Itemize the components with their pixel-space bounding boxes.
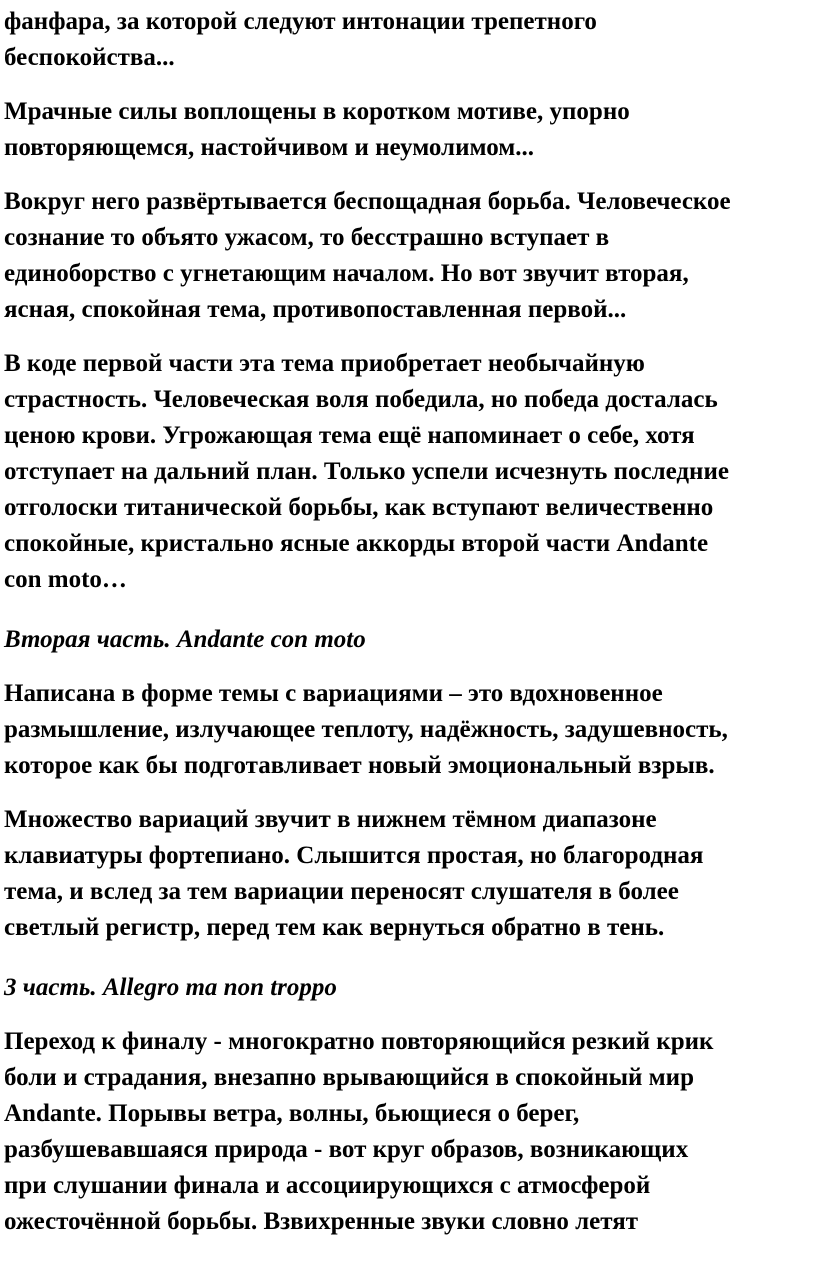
- text-line: повторяющемся, настойчивом и неумолимом...: [4, 134, 534, 161]
- text-line: ожесточённой борьбы. Взвихренные звуки словно летят: [4, 1208, 639, 1235]
- text-line: тема, и вслед за тем вариации переносят слушателя в более: [4, 878, 679, 905]
- text-line: которое как бы подготавливает новый эмоциональный взрыв.: [4, 752, 715, 779]
- text-line: клавиатуры фортепиано. Слышится простая, но благородная: [4, 842, 704, 869]
- section-heading-third-part: 3 часть. Allegro ma non troppo: [4, 974, 337, 1001]
- text-line: отступает на дальний план. Только успели исчезнуть последние: [4, 458, 729, 485]
- paragraph-variations-register: [4, 802, 809, 946]
- text-line: сознание то объято ужасом, то бесстрашно вступает в: [4, 224, 610, 251]
- text-line: светлый регистр, перед тем как вернуться обратно в тень.: [4, 914, 665, 941]
- text-line: отголоски титанической борьбы, как вступают величественно: [4, 494, 714, 521]
- text-line: единоборство с угнетающим началом. Но вот звучит вторая,: [4, 260, 689, 287]
- text-line: страстность. Человеческая воля победила, но победа досталась: [4, 386, 718, 413]
- text-line: разбушевавшаяся природа - вот круг образов, возникающих: [4, 1136, 689, 1163]
- text-line: Написана в форме темы с вариациями – это вдохновенное: [4, 680, 663, 707]
- text-line: Переход к финалу - многократно повторяющийся резкий крик: [4, 1028, 714, 1055]
- paragraph-variations-form: [4, 676, 816, 784]
- text-line: боли и страдания, внезапно врывающийся в спокойный мир: [4, 1064, 694, 1091]
- paragraph-dark-forces: [4, 94, 809, 166]
- text-line: фанфара, за которой следуют интонации трепетного: [4, 8, 597, 35]
- text-line: беспокойства...: [4, 44, 175, 71]
- text-line: Мрачные силы воплощены в коротком мотиве, упорно: [4, 98, 630, 125]
- section-heading-second-part: Вторая часть. Andante con moto: [4, 626, 366, 653]
- text-line: при слушании финала и ассоциирующихся с атмосферой: [4, 1172, 651, 1199]
- text-line: Andante. Порывы ветра, волны, бьющиеся о берег,: [4, 1100, 580, 1127]
- text-line: размышление, излучающее теплоту, надёжность, задушевность,: [4, 716, 728, 743]
- paragraph-coda: [4, 346, 814, 598]
- text-line: В коде первой части эта тема приобретает необычайную: [4, 350, 645, 377]
- text-line: Множество вариаций звучит в нижнем тёмном диапазоне: [4, 806, 657, 833]
- text-line: Вокруг него развёртывается беспощадная борьба. Человеческое: [4, 188, 731, 215]
- text-line: спокойные, кристально ясные аккорды второй части Andante: [4, 530, 709, 557]
- text-line: ценою крови. Угрожающая тема ещё напоминает о себе, хотя: [4, 422, 695, 449]
- paragraph-finale: [4, 1024, 809, 1240]
- text-line: con moto…: [4, 566, 127, 593]
- text-line: ясная, спокойная тема, противопоставленная первой...: [4, 296, 627, 323]
- paragraph-struggle: [4, 184, 816, 328]
- paragraph-intro-fanfare: [4, 4, 809, 76]
